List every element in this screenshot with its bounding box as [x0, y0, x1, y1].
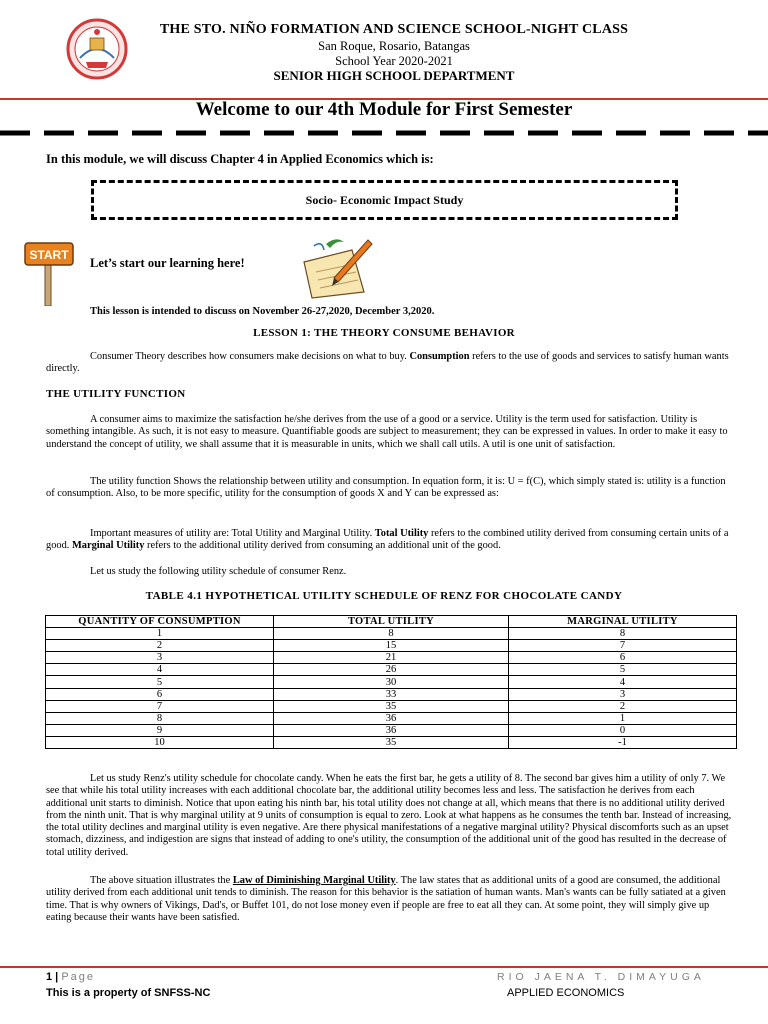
- utility-measures-paragraph: [46, 528, 736, 553]
- department-name: SENIOR HIGH SCHOOL DEPARTMENT: [273, 68, 515, 83]
- law-text-1: The above situation illustrates the: [90, 875, 233, 886]
- lesson-title: LESSON 1: THE THEORY CONSUME BEHAVIOR: [253, 327, 515, 339]
- measures-text-3: refers to the additional utility derived from consuming an additional unit of the good.: [144, 540, 501, 552]
- total-utility-cell: 36: [274, 712, 509, 724]
- table-row: [46, 640, 737, 652]
- total-utility-cell: 8: [274, 628, 509, 640]
- footer-divider: [0, 966, 768, 968]
- marginal-utility-cell: 8: [508, 628, 736, 640]
- table-row: [46, 724, 737, 736]
- total-utility-cell: 36: [274, 724, 509, 736]
- quill-paper-icon: [286, 234, 378, 300]
- total-utility-cell: 21: [274, 652, 509, 664]
- table-row: [46, 652, 737, 664]
- utility-paragraph: A consumer aims to maximize the satisfaction he/she derives from the use of a good or a service. Utility is the term used for satisfaction. Utility is something intangible. As such, it is not easy to measure. Quantifiable goods are subject to measurement; they can be expressed in values. In order to make it easy to understand the concept of utility, we shall assume that it is measurable in units, which we shall call utils. A util is one unit of satisfaction.: [46, 414, 728, 450]
- quantity-cell: 6: [46, 688, 274, 700]
- consumer-theory-text-1: Consumer Theory describes how consumers make decisions on what to buy.: [90, 351, 410, 362]
- marginal-utility-cell: -1: [508, 736, 736, 748]
- start-sign-icon: [24, 240, 76, 306]
- quantity-cell: 9: [46, 724, 274, 736]
- start-learning-text: Let’s start our learning here!: [90, 256, 245, 270]
- subject-name: APPLIED ECONOMICS: [507, 987, 625, 999]
- utility-function-heading: THE UTILITY FUNCTION: [46, 388, 186, 400]
- author-name: RIO JAENA T. DIMAYUGA: [497, 971, 705, 983]
- marginal-utility-cell: 3: [508, 688, 736, 700]
- total-utility-cell: 15: [274, 640, 509, 652]
- table-row: [46, 628, 737, 640]
- quantity-cell: 8: [46, 712, 274, 724]
- total-utility-cell: 35: [274, 736, 509, 748]
- law-term: Law of Diminishing Marginal Utility: [232, 875, 396, 886]
- total-utility-term: Total Utility: [374, 528, 429, 539]
- table-row: [46, 676, 737, 688]
- total-utility-cell: 35: [274, 700, 509, 712]
- page-separator: |: [52, 971, 62, 983]
- quantity-cell: 1: [46, 628, 274, 640]
- law-paragraph: [46, 875, 736, 924]
- table-row: [46, 664, 737, 676]
- utility-schedule-table: [45, 615, 737, 749]
- total-utility-cell: 26: [274, 664, 509, 676]
- measures-text-2: refers to the combined utility derived from consuming certain units of a good.: [46, 528, 729, 552]
- quantity-cell: 10: [46, 736, 274, 748]
- page-title: Welcome to our 4th Module for First Semester: [195, 99, 573, 120]
- total-utility-cell: 30: [274, 676, 509, 688]
- page-word: Page: [61, 971, 96, 983]
- consumer-theory-paragraph: [46, 351, 736, 376]
- marginal-utility-cell: 7: [508, 640, 736, 652]
- table-title: TABLE 4.1 HYPOTHETICAL UTILITY SCHEDULE OF RENZ FOR CHOCOLATE CANDY: [145, 590, 623, 602]
- schedule-analysis-paragraph: Let us study Renz's utility schedule for chocolate candy. When he eats the first bar, he gets a utility of 8. The second bar gives him a utility of only 7. We see that while his total utility increases with each additional chocolate bar, the additional utility becomes less and less. The satisfaction he derives from each additional unit starts to diminish. Notice that upon eating his ninth bar, his total utility does not change at all, which means that there is no additional utility derived from the ninth unit. That is why marginal utility at 9 units of consumption is equal to zero. Look at what happens as he consumes the tenth bar. Instead of increasing, the total utility declines and marginal utility is even negative. Are there physical manifestations of a negative marginal utility? Physical discomforts such as an upset stomach, dizziness, and indigestion are signs that instead of adding to one's utility, the consumption of the additional unit of the good has resulted in the decrease of total utility derived.: [46, 773, 732, 858]
- quantity-cell: 2: [46, 640, 274, 652]
- table-row: [46, 736, 737, 748]
- table-row: [46, 688, 737, 700]
- page-number: [46, 971, 95, 983]
- page-number-value: 1: [46, 971, 53, 983]
- total-utility-cell: 33: [274, 688, 509, 700]
- quantity-cell: 4: [46, 664, 274, 676]
- marginal-utility-cell: 0: [508, 724, 736, 736]
- study-schedule-line: Let us study the following utility schedule of consumer Renz.: [90, 566, 347, 577]
- header-quantity: QUANTITY OF CONSUMPTION: [46, 616, 274, 628]
- utility-function-paragraph: The utility function Shows the relationship between utility and consumption. In equation form, it is: U = f(C), which simply stated is: utility is a function of consumption. Also, to be more specific, utility for the consumption of goods X and Y can be expressed as:: [46, 476, 726, 500]
- topic-box: [91, 180, 678, 220]
- table-row: [46, 700, 737, 712]
- marginal-utility-cell: 2: [508, 700, 736, 712]
- school-address: San Roque, Rosario, Batangas: [318, 39, 470, 53]
- topic-title: Socio- Economic Impact Study: [305, 192, 464, 207]
- property-notice: This is a property of SNFSS-NC: [46, 987, 211, 999]
- header-marginal-utility: MARGINAL UTILITY: [508, 616, 736, 628]
- consumption-term: Consumption: [409, 351, 470, 362]
- marginal-utility-cell: 5: [508, 664, 736, 676]
- table-header-row: [46, 616, 737, 628]
- consumer-theory-text-2: refers to the use of goods and services to satisfy human wants directly.: [46, 351, 729, 375]
- law-text-2: . The law states that as additional units of a good are consumed, the additional utility derived from each additional unit tends to diminish. The reason for this behavior is the satiation of human wants. Man's wants can be fully satiated at a given time. That is why owners of Vikings, Dad's, or Buffet 101, do not lose money even if people are free to eat all they can. At some point, they will simply give up eating because their wants have been satisfied.: [46, 875, 726, 923]
- school-year: School Year 2020-2021: [335, 54, 453, 68]
- dashed-divider: [0, 130, 768, 136]
- lesson-dates: This lesson is intended to discuss on November 26-27,2020, December 3,2020.: [90, 306, 435, 317]
- measures-text-1: Important measures of utility are: Total Utility and Marginal Utility.: [90, 528, 375, 539]
- table-row: [46, 712, 737, 724]
- marginal-utility-term: Marginal Utility: [71, 540, 145, 552]
- module-intro: In this module, we will discuss Chapter 4 in Applied Economics which is:: [46, 152, 434, 166]
- school-name: THE STO. NIÑO FORMATION AND SCIENCE SCHOOL-NIGHT CLASS: [159, 22, 629, 37]
- quantity-cell: 5: [46, 676, 274, 688]
- marginal-utility-cell: 1: [508, 712, 736, 724]
- marginal-utility-cell: 6: [508, 652, 736, 664]
- start-sign-label: START: [29, 248, 69, 262]
- header-total-utility: TOTAL UTILITY: [274, 616, 509, 628]
- quantity-cell: 7: [46, 700, 274, 712]
- marginal-utility-cell: 4: [508, 676, 736, 688]
- quantity-cell: 3: [46, 652, 274, 664]
